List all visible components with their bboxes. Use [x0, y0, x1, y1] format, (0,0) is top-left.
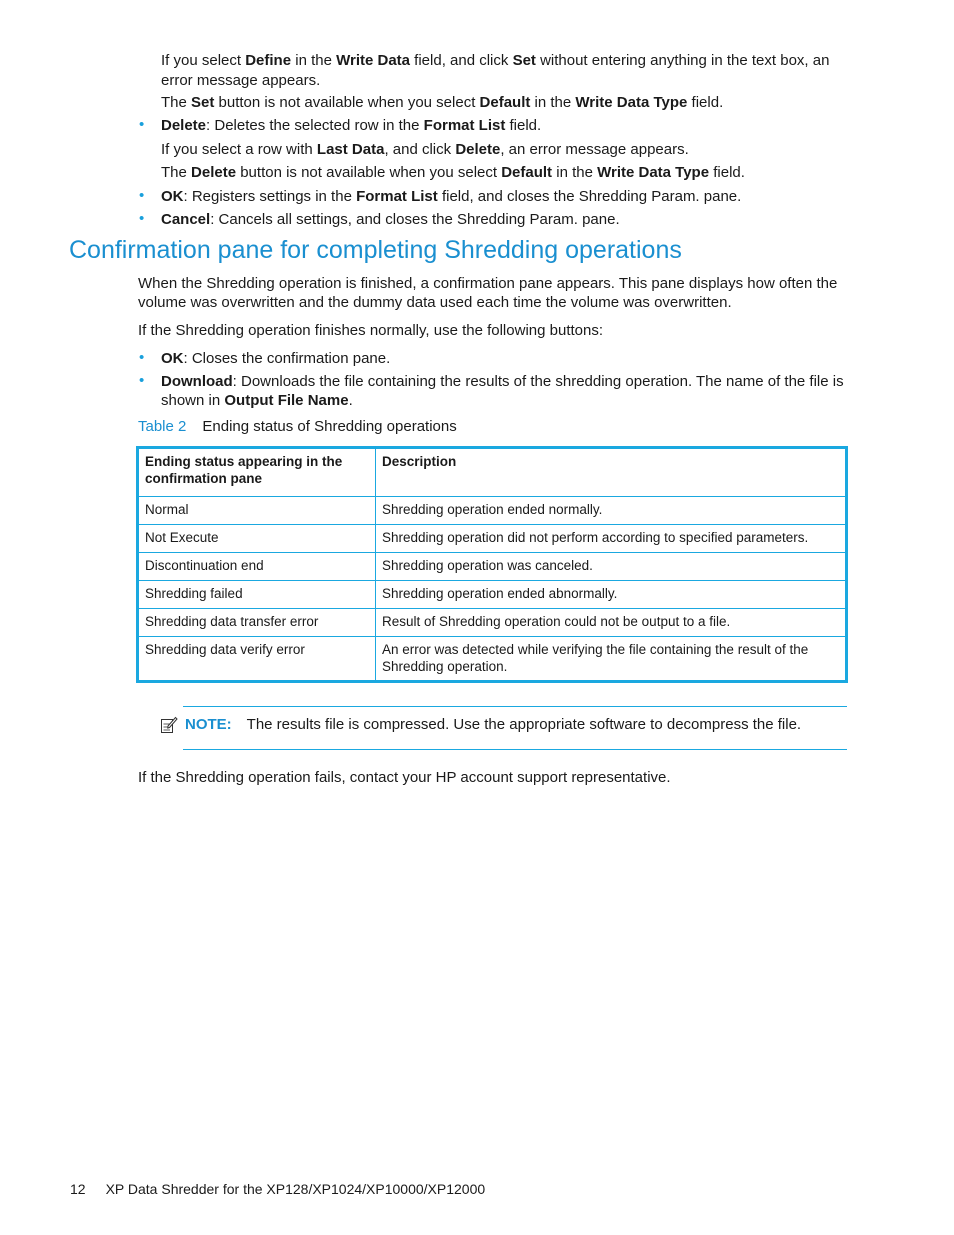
text-run: in the: [291, 52, 337, 69]
bold-term: Write Data: [336, 52, 411, 69]
bold-term: Format List: [356, 188, 438, 205]
footer-title: XP Data Shredder for the XP128/XP1024/XP10000/XP12000: [105, 1181, 486, 1197]
table-caption-label: Table 2: [138, 418, 187, 435]
note-content: [185, 715, 801, 734]
table-cell-description: Shredding operation did not perform according to specified parameters.: [376, 525, 847, 553]
text-run: field, and click: [410, 52, 513, 69]
table-cell-description: Shredding operation was canceled.: [376, 553, 847, 581]
bullet-icon: •: [139, 349, 145, 366]
table-caption-text: Ending status of Shredding operations: [202, 418, 457, 435]
delete-note-2: [161, 163, 745, 182]
bold-term: OK: [161, 350, 184, 367]
set-unavailable-note: [161, 93, 723, 112]
text-run: , an error message appears.: [500, 141, 689, 158]
text-run: without entering anything in the text box, an: [535, 52, 830, 69]
table-cell-description: Result of Shredding operation could not be output to a file.: [376, 609, 847, 637]
text-run: field.: [687, 94, 724, 111]
bold-term: Output File Name: [224, 392, 349, 409]
text-run: , and click: [384, 141, 456, 158]
bold-term: Delete: [161, 117, 207, 134]
table-cell-status: Shredding data verify error: [138, 637, 376, 682]
bold-term: Download: [161, 373, 233, 390]
bold-term: Write Data Type: [575, 94, 688, 111]
bold-term: Format List: [423, 117, 506, 134]
bold-term: OK: [161, 188, 184, 205]
bullet-icon: •: [139, 116, 145, 133]
text-run: field, and closes the Shredding Param. pane.: [437, 188, 742, 205]
bold-term: Cancel: [161, 211, 211, 228]
table-cell-description: Shredding operation ended abnormally.: [376, 581, 847, 609]
text-run: : Registers settings in the: [183, 188, 357, 205]
table-cell-status: Discontinuation end: [138, 553, 376, 581]
bullet-icon: •: [139, 372, 145, 389]
table-row: [138, 637, 847, 682]
text-run: button is not available when you select: [214, 94, 480, 111]
table-cell-status: Normal: [138, 497, 376, 525]
text-run: The: [161, 164, 192, 181]
bullet-icon: •: [139, 210, 145, 227]
confirm-ok-item: [161, 349, 390, 368]
table-cell-description: An error was detected while verifying the file containing the result of the Shredding operation.: [376, 637, 847, 682]
table-header-status: Ending status appearing in the confirmation pane: [138, 448, 376, 497]
text-run: field.: [709, 164, 745, 181]
ok-button-item: [161, 187, 741, 206]
table-cell-status: Not Execute: [138, 525, 376, 553]
page-number: 12: [70, 1181, 86, 1197]
bold-term: Delete: [455, 141, 501, 158]
text-run: in the: [530, 94, 576, 111]
closing-paragraph: If the Shredding operation fails, contact your HP account support representative.: [138, 769, 671, 786]
text-run: : Downloads the file containing the results of the shredding operation. The name of the file is: [232, 373, 844, 390]
bold-term: Delete: [191, 164, 237, 181]
text-run: : Deletes the selected row in the: [206, 117, 424, 134]
delete-button-item: [161, 116, 541, 135]
text-run: If you select: [161, 52, 246, 69]
table-cell-description: Shredding operation ended normally.: [376, 497, 847, 525]
text-run: .: [348, 392, 353, 409]
table-cell-status: Shredding data transfer error: [138, 609, 376, 637]
text-run: in the: [552, 164, 598, 181]
note-bottom-rule: [183, 749, 847, 750]
table-row: [138, 525, 847, 553]
bold-term: Define: [245, 52, 292, 69]
bold-term: Default: [501, 164, 553, 181]
table-header-row: [138, 448, 847, 497]
table-header-description: Description: [376, 448, 847, 497]
define-note-line2: error message appears.: [161, 72, 321, 89]
bullet-icon: •: [139, 187, 145, 204]
table-row: [138, 609, 847, 637]
table-caption: [138, 417, 457, 436]
section-para2: If the Shredding operation finishes normally, use the following buttons:: [138, 322, 603, 339]
ending-status-table: [136, 446, 848, 683]
text-run: : Closes the confirmation pane.: [183, 350, 391, 367]
delete-note-1: [161, 140, 689, 159]
page-footer: [70, 1180, 485, 1198]
text-run: The: [161, 94, 192, 111]
table-cell-status: Shredding failed: [138, 581, 376, 609]
download-item: [161, 372, 844, 391]
section-para1-line2: volume was overwritten and the dummy data used each time the volume was overwritten.: [138, 294, 732, 311]
bold-term: Set: [512, 52, 536, 69]
note-label: NOTE:: [185, 716, 232, 733]
table-row: [138, 581, 847, 609]
section-para1-line1: When the Shredding operation is finished, a confirmation pane appears. This pane displays how often the: [138, 275, 838, 292]
bold-term: Write Data Type: [597, 164, 710, 181]
table-row: [138, 497, 847, 525]
bold-term: Last Data: [316, 141, 385, 158]
text-run: shown in: [161, 392, 225, 409]
text-run: field.: [505, 117, 542, 134]
download-item-line2: [161, 391, 353, 410]
table-row: [138, 553, 847, 581]
text-run: : Cancels all settings, and closes the Shredding Param. pane.: [210, 211, 620, 228]
note-pencil-icon: [160, 715, 178, 735]
text-run: button is not available when you select: [236, 164, 502, 181]
text-run: If you select a row with: [161, 141, 317, 158]
section-title: Confirmation pane for completing Shredding operations: [69, 236, 682, 264]
bold-term: Set: [191, 94, 215, 111]
bold-term: Default: [479, 94, 531, 111]
cancel-button-item: [161, 210, 620, 229]
note-top-rule: [183, 706, 847, 707]
define-note-line1: [161, 51, 829, 70]
note-text: The results file is compressed. Use the appropriate software to decompress the file.: [246, 716, 802, 733]
